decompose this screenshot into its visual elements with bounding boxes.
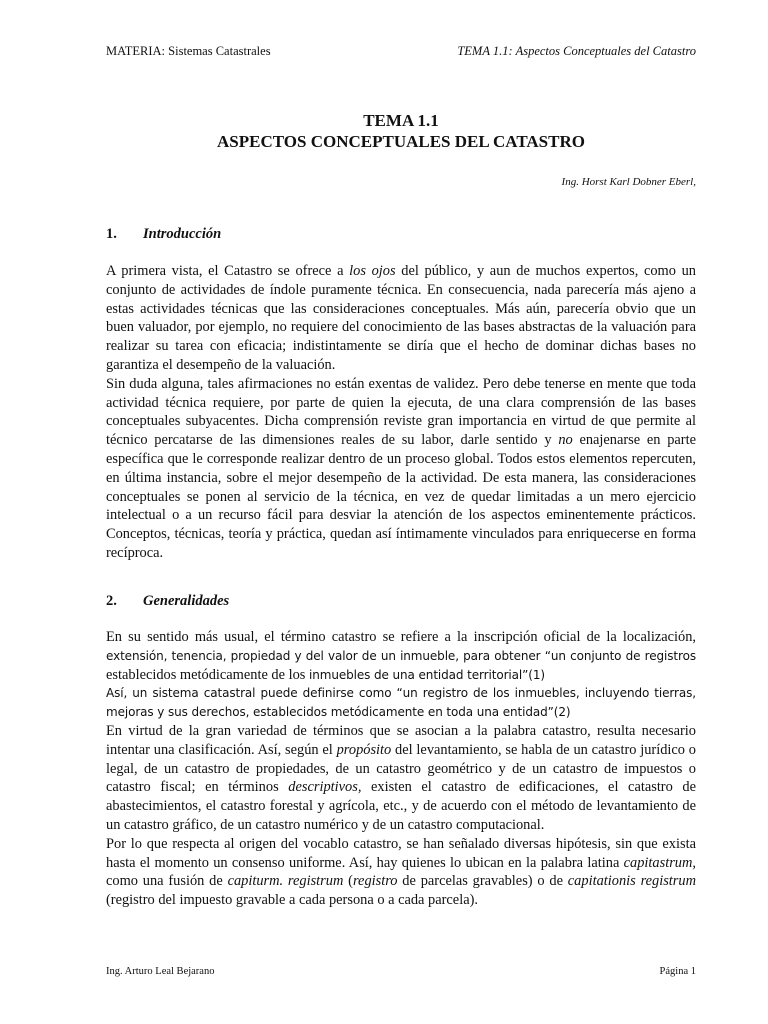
text-run: En su sentido más usual, el término catastro se refiere a la inscripción oficial de la localización, — [106, 629, 696, 645]
section-2-title: Generalidades — [143, 593, 230, 609]
text-run-italic: capiturm. registrum — [227, 873, 344, 890]
title-line-2: ASPECTOS CONCEPTUALES DEL CATASTRO — [217, 132, 585, 151]
text-run-sans: inmuebles de una entidad territorial”(1) — [309, 667, 545, 682]
text-run: Por lo que respecta al origen del vocablo catastro, se han señalado diversas hipótesis, sin que exista hasta el momento un consenso uniforme. Así, hay quienes lo ubican en la palabra latina — [106, 835, 696, 871]
section-2-paragraph-1 — [106, 628, 696, 684]
page-number: Página 1 — [659, 966, 696, 977]
text-run-sans: Así, un sistema catastral puede definirse como “un registro de los inmuebles, incluyendo tierras, mejoras y sus derechos, establecidos metódicamente en toda una entidad”(2) — [106, 686, 696, 720]
section-2-paragraph-3 — [106, 722, 696, 835]
header-subject: MATERIA: Sistemas Catastrales — [106, 44, 271, 58]
text-run: A primera vista, el Catastro se ofrece a — [106, 263, 350, 279]
section-2-heading — [106, 593, 229, 610]
text-run: (registro del impuesto gravable a cada persona o a cada parcela). — [106, 892, 478, 909]
text-run-italic: capitastrum, — [623, 854, 696, 871]
section-2-number: 2. — [106, 593, 117, 609]
text-run-italic: propósito — [336, 741, 392, 758]
text-run: enajenarse en parte específica que le corresponde realizar dentro de un proceso global. Todos estos elementos repercuten, en última instancia, sobre el mejor desempeño de la actividad. De esta manera, las consideraciones conceptuales se ponen al servicio de la técnica, en vez de quedar limitadas a un mero ejercicio intelectual o a un recurso fácil para desviar la atención de los aspectos eminentemente prácticos. Conceptos, técnicas, teoría y práctica, quedan así íntimamente vinculados para enriquecerse en forma recíproca. — [106, 432, 696, 561]
header-topic: TEMA 1.1: Aspectos Conceptuales del Catastro — [457, 44, 696, 58]
text-run-italic: los ojos — [349, 263, 396, 279]
section-1-number: 1. — [106, 226, 117, 242]
text-run: establecidos metódicamente de los — [106, 666, 310, 683]
text-run-italic: capitationis registrum — [567, 873, 696, 890]
section-1-title: Introducción — [143, 226, 222, 242]
text-run-italic: descriptivos, — [288, 779, 362, 796]
text-run: En virtud de la gran variedad de términos que se asocian a la palabra catastro, resulta necesario intentar una clasificación. Así, según el — [106, 722, 696, 758]
section-1-paragraph-2 — [106, 375, 696, 563]
text-run: del público, y aun de muchos expertos, como un conjunto de actividades de índole puramente técnica. En consecuencia, nada parecería más ajeno a estas actividades técnicas que las consideraciones conceptuales. Más aún, parecería obvio que un buen valuador, por ejemplo, no requiere del conocimiento de las bases abstractas de la valuación para realizar su tarea con eficacia; indistintamente se diría que el hecho de dominar dichas bases no garantiza el desempeño de la valuación. — [106, 263, 696, 373]
text-run: como una fusión de — [106, 873, 228, 890]
page-footer — [106, 966, 696, 980]
section-2-paragraph-4 — [106, 835, 696, 910]
text-run-italic: no — [558, 432, 573, 449]
text-run: ( — [343, 873, 353, 890]
text-run: existen el catastro de edificaciones, el catastro de abastecimientos, el catastro forestal y agrícola, etc., y de acuerdo con el método de levantamiento de un catastro gráfico, de un catastro numérico y de un catastro computacional. — [106, 779, 696, 833]
section-1-paragraph-1 — [106, 262, 696, 375]
author-line: Ing. Horst Karl Dobner Eberl, — [561, 176, 696, 188]
text-run: del levantamiento, se habla de un catastro jurídico o legal, de un catastro de propiedades, de un catastro geométrico y de un catastro de impuestos o catastro fiscal; en términos — [106, 741, 696, 796]
section-1-heading — [106, 226, 221, 243]
section-2-body — [106, 628, 696, 910]
text-run-sans: extensión, tenencia, propiedad y del valor de un inmueble, para obtener “un conjunto de registros — [106, 648, 696, 663]
footer-author: Ing. Arturo Leal Bejarano — [106, 966, 215, 977]
text-run: Sin duda alguna, tales afirmaciones no están exentas de validez. Pero debe tenerse en mente que toda actividad técnica requiere, por parte de quien la ejecuta, de una clara comprensión de las bases conceptuales subyacentes. Dicha comprensión reviste gran importancia en virtud de que permite al técnico percatarse de las dimensiones reales de su labor, darle sentido y — [106, 375, 696, 449]
text-run-italic: registro — [352, 873, 398, 890]
document-title — [106, 110, 696, 152]
page-header — [106, 44, 696, 60]
section-1-body — [106, 262, 696, 563]
section-2-paragraph-2 — [106, 684, 696, 722]
text-run: de parcelas gravables) o de — [397, 873, 568, 890]
title-line-1: TEMA 1.1 — [363, 111, 439, 130]
